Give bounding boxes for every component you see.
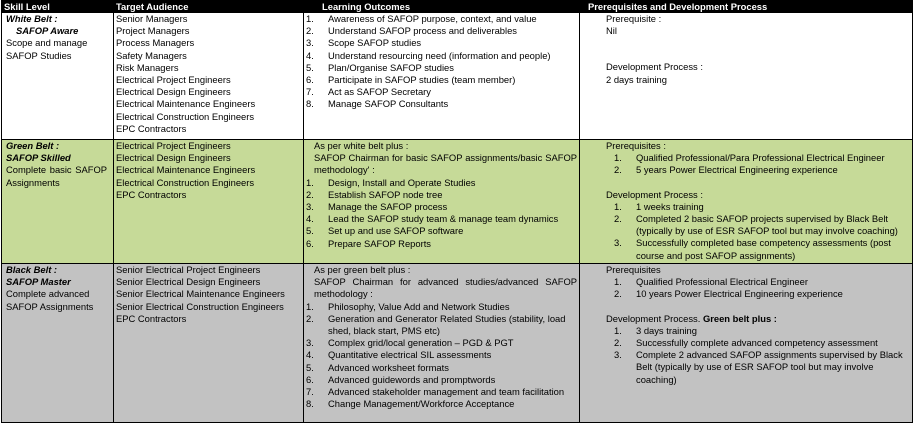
list-item: Electrical Maintenance Engineers — [116, 164, 256, 176]
level-title: White Belt : — [6, 13, 58, 24]
header-learning-outcomes: Learning Outcomes — [304, 1, 580, 13]
list-item: EPC Contractors — [116, 122, 187, 134]
list-item: 3. Successfully completed base competency assessments (post course and post SAFOP assignments) — [614, 237, 891, 261]
row-black-belt — [2, 264, 913, 423]
prereq-label: Prerequisites : — [606, 140, 666, 151]
list-item: Process Managers — [116, 37, 195, 49]
header-prerequisites: Prerequisites and Development Process — [580, 1, 913, 13]
list-item: 6. Advanced guidewords and promptwords — [306, 373, 496, 385]
audience-list — [116, 13, 301, 135]
audience-cell — [114, 264, 304, 423]
list-item: 5. Plan/Organise SAFOP studies — [306, 61, 454, 73]
header-row — [2, 1, 913, 13]
dev-label: Development Process : — [606, 188, 703, 200]
audience-list — [116, 140, 301, 201]
prereq-list — [606, 152, 910, 176]
dev-label-bold: Green belt plus : — [702, 312, 777, 324]
list-item: Electrical Maintenance Engineers — [116, 98, 256, 110]
level-name: SAFOP Skilled — [6, 152, 71, 164]
outcomes-intro-2: SAFOP Chairman for advanced studies/advanced SAFOP methodology : — [314, 276, 577, 300]
list-item: Senior Electrical Construction Engineers — [116, 300, 284, 312]
prereq-label: Prerequisite : — [606, 13, 662, 24]
prereq-cell — [580, 140, 913, 264]
list-item: Electrical Construction Engineers — [116, 176, 255, 188]
outcomes-intro-2: SAFOP Chairman for basic SAFOP assignments/basic SAFOP methodology' : — [314, 152, 577, 176]
list-item: Project Managers — [116, 25, 190, 37]
level-desc: Complete advanced SAFOP Assignments — [6, 288, 94, 312]
dev-list — [606, 325, 910, 386]
list-item: 1. Qualified Professional Electrical Engineer — [614, 276, 808, 288]
list-item: 3. Complex grid/local generation – PGD & PGT — [306, 337, 514, 349]
header-skill-level: Skill Level — [2, 1, 114, 13]
dev-label: Development Process. Green belt plus : — [606, 312, 777, 324]
list-item: Senior Managers — [116, 13, 188, 24]
list-item: Safety Managers — [116, 49, 187, 61]
header-target-audience: Target Audience — [114, 1, 304, 13]
row-white-belt — [2, 13, 913, 140]
list-item: 4. Lead the SAFOP study team & manage team dynamics — [306, 213, 559, 225]
prereq-cell — [580, 13, 913, 140]
list-item: EPC Contractors — [116, 188, 187, 200]
list-item: 1. Philosophy, Value Add and Network Studies — [306, 300, 510, 312]
dev-label: Development Process : — [606, 61, 703, 73]
outcomes-cell — [304, 264, 580, 423]
outcomes-cell — [304, 140, 580, 264]
outcomes-list — [306, 177, 577, 250]
level-desc: Scope and manage SAFOP Studies — [6, 37, 88, 61]
skill-level-cell — [2, 140, 114, 264]
list-item: 2. 5 years Power Electrical Engineering experience — [614, 164, 838, 176]
level-name: SAFOP Aware — [16, 25, 79, 37]
list-item: 1. Design, Install and Operate Studies — [306, 176, 476, 188]
list-item: 2. Understand SAFOP process and deliverables — [306, 25, 517, 37]
outcomes-intro: As per white belt plus : — [314, 140, 409, 151]
list-item: Senior Electrical Maintenance Engineers — [116, 288, 285, 300]
outcomes-intro: As per green belt plus : — [314, 264, 411, 275]
prereq-item: Nil — [606, 25, 617, 37]
list-item: 1. 3 days training — [614, 324, 697, 336]
list-item: EPC Contractors — [116, 312, 187, 324]
audience-list — [116, 264, 301, 325]
audience-cell — [114, 13, 304, 140]
list-item: 2. 10 years Power Electrical Engineering experience — [614, 288, 843, 300]
list-item: Electrical Construction Engineers — [116, 110, 255, 122]
skill-level-cell — [2, 13, 114, 140]
list-item: 5. Set up and use SAFOP software — [306, 225, 464, 237]
list-item: 1. Awareness of SAFOP purpose, context, and value — [306, 13, 537, 24]
level-title: Black Belt : — [6, 264, 58, 275]
list-item: Senior Electrical Project Engineers — [116, 264, 261, 275]
list-item: Electrical Design Engineers — [116, 86, 231, 98]
list-item: 2. Establish SAFOP node tree — [306, 188, 443, 200]
list-item: 2. Generation and Generator Related Studies (stability, load shed, black start, PMS etc) — [306, 312, 566, 337]
list-item: Risk Managers — [116, 61, 179, 73]
list-item: 3. Scope SAFOP studies — [306, 37, 422, 49]
competency-table — [1, 0, 913, 423]
row-green-belt — [2, 140, 913, 264]
dev-item: 2 days training — [606, 73, 667, 85]
list-item: 3. Complete 2 advanced SAFOP assignments supervised by Black Belt (typically by use of ESR SAFOP tool but may involve coaching) — [614, 349, 903, 385]
list-item: 6. Prepare SAFOP Reports — [306, 237, 431, 249]
prereq-label: Prerequisites — [606, 264, 661, 275]
list-item: 3. Manage the SAFOP process — [306, 201, 448, 213]
outcomes-list — [306, 13, 577, 111]
list-item: 6. Participate in SAFOP studies (team member) — [306, 74, 516, 86]
prereq-cell — [580, 264, 913, 423]
dev-list — [606, 201, 910, 262]
level-title: Green Belt : — [6, 140, 60, 151]
outcomes-list — [306, 301, 577, 411]
level-desc: Complete basic SAFOP Assignments — [6, 164, 107, 188]
audience-cell — [114, 140, 304, 264]
skill-level-cell — [2, 264, 114, 423]
list-item: 8. Change Management/Workforce Acceptance — [306, 398, 515, 410]
list-item: 2. Completed 2 basic SAFOP projects supervised by Black Belt (typically by use of ESR SAFOP tool but may involve coaching) — [614, 213, 898, 237]
list-item: 1. 1 weeks training — [614, 200, 704, 212]
list-item: 4. Understand resourcing need (information and people) — [306, 49, 551, 61]
level-name: SAFOP Master — [6, 276, 71, 288]
list-item: Electrical Project Engineers — [116, 74, 231, 86]
list-item: 2. Successfully complete advanced competency assessment — [614, 337, 878, 349]
list-item: 5. Advanced worksheet formats — [306, 361, 449, 373]
list-item: 8. Manage SAFOP Consultants — [306, 98, 449, 110]
list-item: 7. Advanced stakeholder management and team facilitation — [306, 386, 565, 398]
outcomes-cell — [304, 13, 580, 140]
list-item: Senior Electrical Design Engineers — [116, 276, 261, 288]
list-item: 1. Qualified Professional/Para Professional Electrical Engineer — [614, 152, 885, 164]
list-item: 4. Quantitative electrical SIL assessments — [306, 349, 492, 361]
prereq-list — [606, 276, 910, 300]
list-item: 7. Act as SAFOP Secretary — [306, 86, 431, 98]
list-item: Electrical Design Engineers — [116, 152, 231, 164]
list-item: Electrical Project Engineers — [116, 140, 231, 151]
